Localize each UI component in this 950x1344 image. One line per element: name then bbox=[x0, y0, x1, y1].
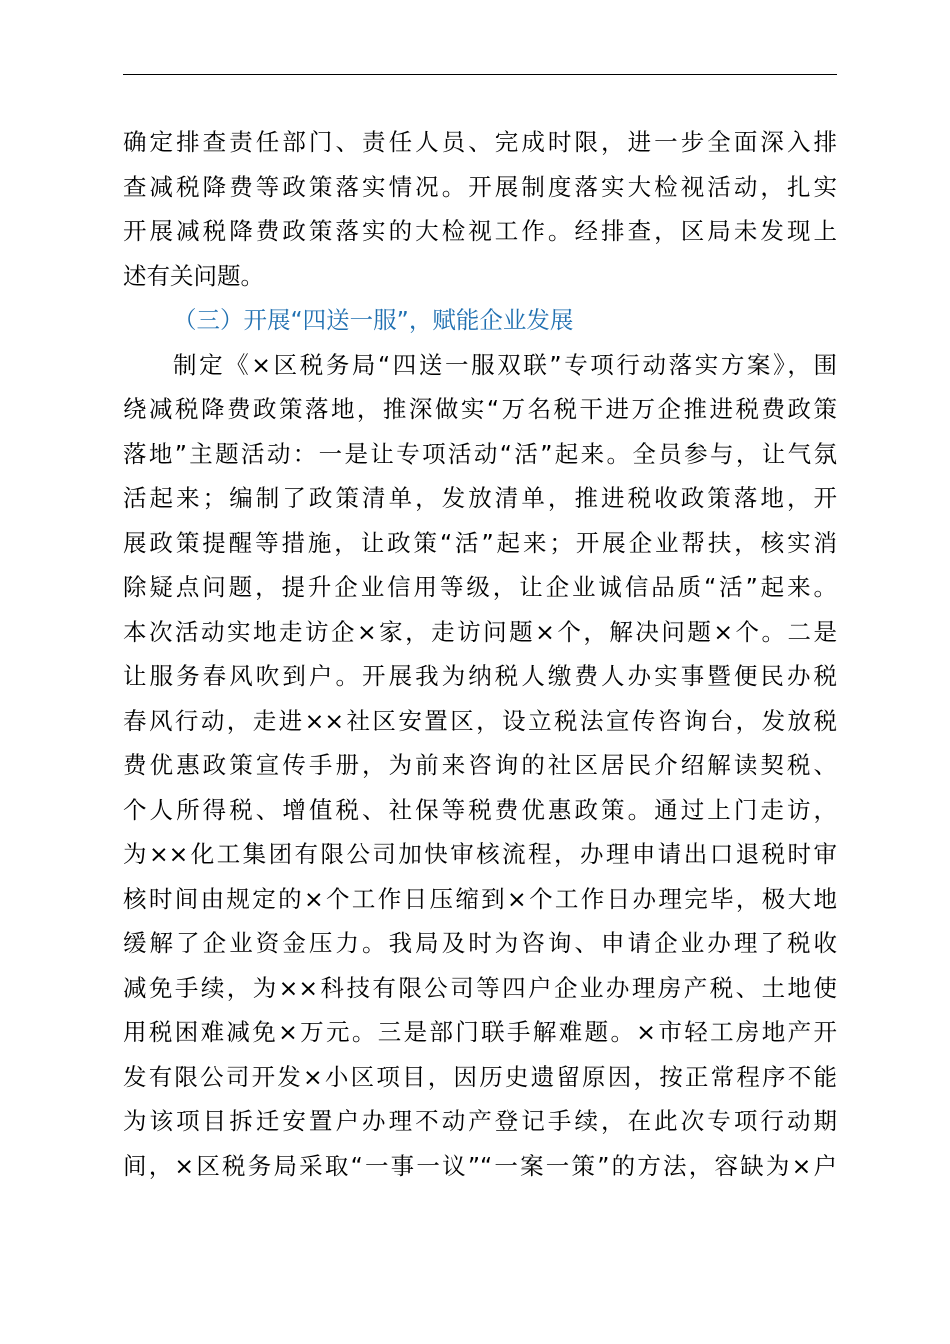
paragraph-2 bbox=[123, 343, 837, 1189]
text-line: 减免手续，为××科技有限公司等四户企业办理房产税、土地使 bbox=[123, 973, 837, 1002]
text-line: 除疑点问题，提升企业信用等级，让企业诚信品质“活”起来。 bbox=[123, 573, 837, 601]
text-line: 用税困难减免×万元。三是部门联手解难题。×市轻工房地产开 bbox=[123, 1018, 837, 1046]
text-line: 绕减税降费政策落地，推深做实“万名税干进万企推进税费政策 bbox=[123, 395, 837, 423]
section-heading: （三）开展“四送一服”，赋能企业发展 bbox=[173, 306, 574, 334]
text-line: 为该项目拆迁安置户办理不动产登记手续，在此次专项行动期 bbox=[123, 1107, 837, 1135]
text-line: 开展减税降费政策落实的大检视工作。经排查，区局未发现上 bbox=[123, 217, 837, 245]
text-line: 费优惠政策宣传手册，为前来咨询的社区居民介绍解读契税、 bbox=[123, 751, 837, 779]
text-line: 缓解了企业资金压力。我局及时为咨询、申请企业办理了税收 bbox=[123, 929, 837, 957]
text-line: 间，×区税务局采取“一事一议”“一案一策”的方法，容缺为×户 bbox=[123, 1151, 837, 1180]
text-line: 核时间由规定的×个工作日压缩到×个工作日办理完毕，极大地 bbox=[123, 884, 837, 913]
text-line: 春风行动，走进××社区安置区，设立税法宣传咨询台，发放税 bbox=[123, 706, 837, 735]
text-line: 让服务春风吹到户。开展我为纳税人缴费人办实事暨便民办税 bbox=[123, 662, 837, 690]
paragraph-1 bbox=[123, 120, 837, 298]
text-line: 活起来；编制了政策清单，发放清单，推进税收政策落地，开 bbox=[123, 484, 837, 512]
document-body bbox=[123, 120, 837, 1188]
text-line: 述有关问题。 bbox=[123, 261, 264, 290]
text-line: 展政策提醒等措施，让政策“活”起来；开展企业帮扶，核实消 bbox=[123, 528, 837, 557]
text-line: 发有限公司开发×小区项目，因历史遗留原因，按正常程序不能 bbox=[123, 1062, 837, 1091]
text-line: 落地”主题活动：一是让专项活动“活”起来。全员参与，让气氛 bbox=[123, 439, 837, 468]
text-line: 查减税降费等政策落实情况。开展制度落实大检视活动，扎实 bbox=[123, 172, 837, 201]
text-line: 本次活动实地走访企×家，走访问题×个，解决问题×个。二是 bbox=[123, 617, 837, 646]
header-rule bbox=[123, 74, 837, 75]
text-line: 确定排查责任部门、责任人员、完成时限，进一步全面深入排 bbox=[123, 128, 837, 156]
text-line: 个人所得税、增值税、社保等税费优惠政策。通过上门走访， bbox=[123, 795, 837, 824]
text-line: 为××化工集团有限公司加快审核流程，办理申请出口退税时审 bbox=[123, 840, 837, 868]
text-line: 制定《×区税务局“四送一服双联”专项行动落实方案》，围 bbox=[173, 350, 837, 379]
